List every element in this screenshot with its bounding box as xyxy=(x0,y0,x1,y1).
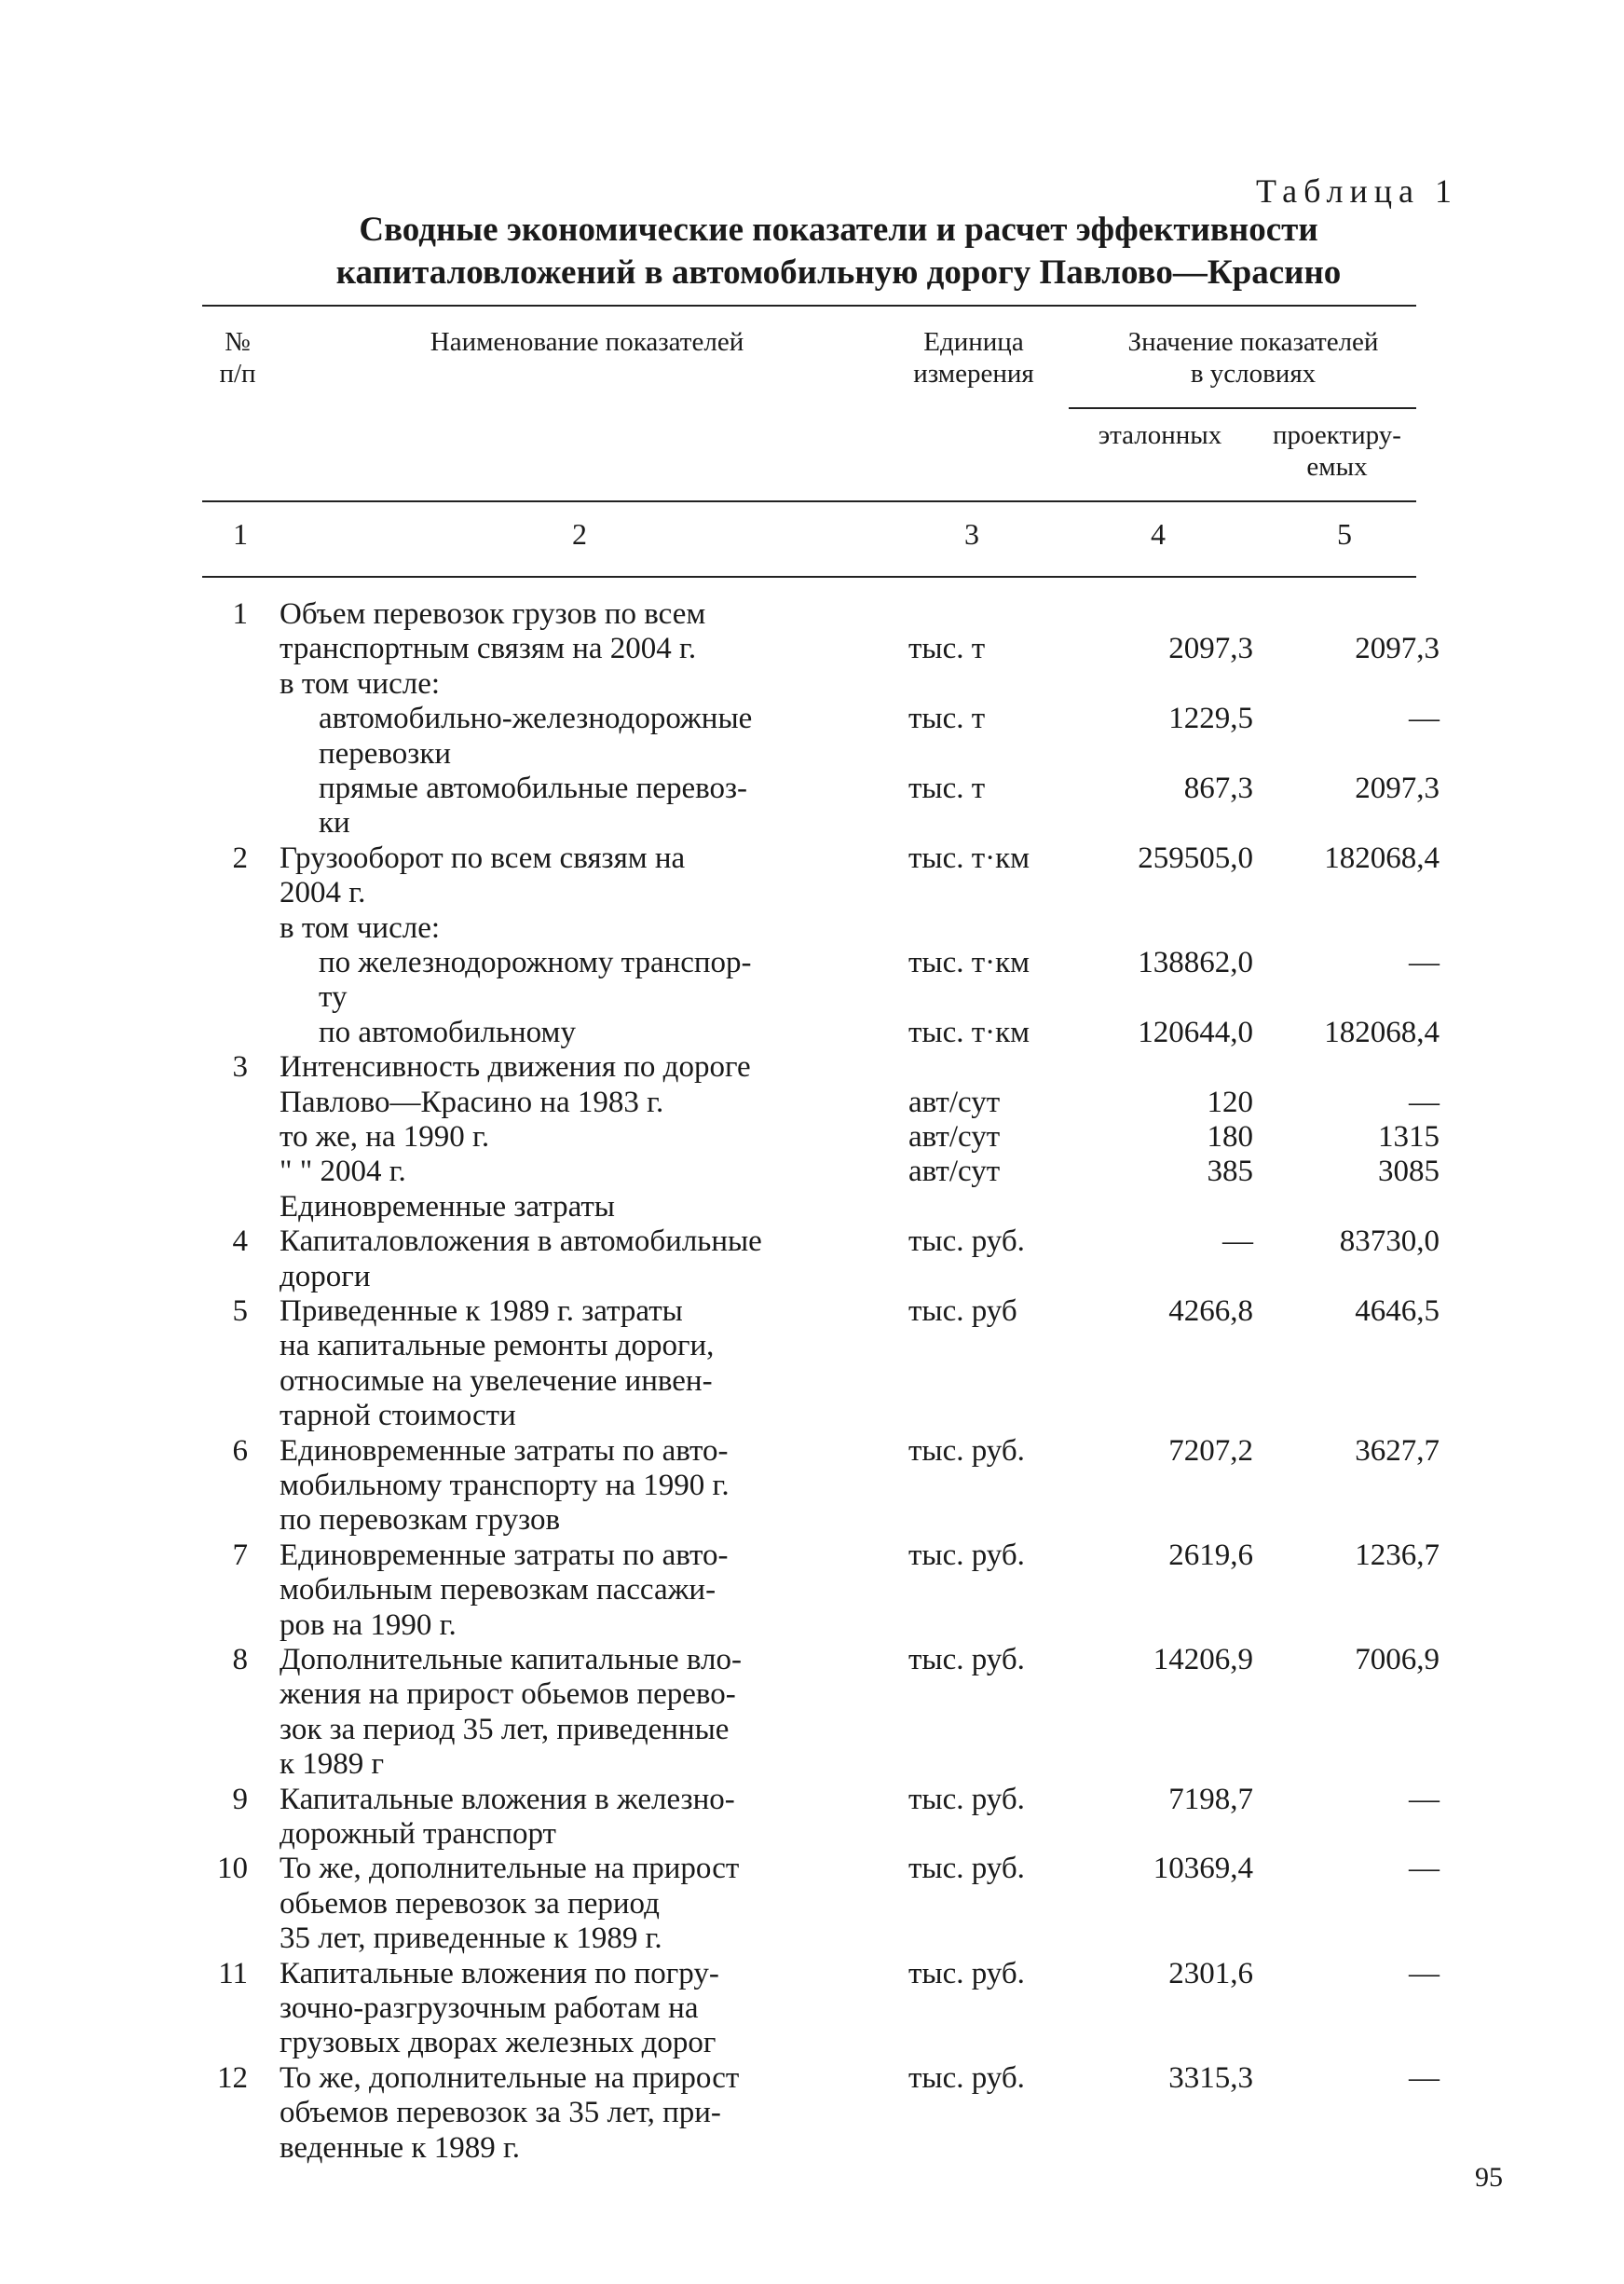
row-name: 2004 г. xyxy=(280,876,366,910)
row-unit: тыс. руб. xyxy=(908,2060,1025,2095)
row-unit: авт/сут xyxy=(908,1085,1001,1119)
table-top-rule xyxy=(202,305,1416,307)
values-group-rule xyxy=(1069,407,1416,409)
row-value-projected: 2097,3 xyxy=(1355,772,1440,805)
title-line: Сводные экономические показатели и расчет эффективности xyxy=(359,211,1318,249)
header-num-line: п/п xyxy=(219,359,256,389)
title-line: капиталовложений в автомобильную дорогу Павлово—Красино xyxy=(335,253,1342,292)
row-name: на капитальные ремонты дороги, xyxy=(280,1329,715,1363)
row-number: 7 xyxy=(232,1538,248,1572)
row-name: 35 лет, приведенные к 1989 г. xyxy=(280,1922,662,1956)
row-value-projected: 3627,7 xyxy=(1355,1433,1440,1468)
row-name: мобильному транспорту на 1990 г. xyxy=(280,1469,730,1502)
row-value-projected: 3085 xyxy=(1378,1155,1440,1189)
table-label: Таблица 1 xyxy=(1256,172,1458,210)
row-number: 10 xyxy=(217,1852,248,1886)
row-unit: тыс. т xyxy=(908,632,986,666)
row-unit: тыс. т·км xyxy=(908,946,1030,979)
row-value-projected: 83730,0 xyxy=(1339,1224,1440,1259)
row-name: Приведенные к 1989 г. затраты xyxy=(280,1294,683,1328)
row-value-projected: — xyxy=(1409,1852,1440,1886)
row-name: перевозки xyxy=(319,736,452,771)
row-value-projected: 2097,3 xyxy=(1355,632,1440,666)
row-number: 12 xyxy=(217,2060,248,2095)
row-name: Капиталовложения в автомобильные xyxy=(280,1224,762,1259)
row-unit: тыс. руб. xyxy=(908,1643,1025,1676)
header-projected xyxy=(1253,419,1421,483)
row-name: по железнодорожному транспор- xyxy=(319,946,752,979)
row-name: зок за период 35 лет, приведенные xyxy=(280,1712,730,1746)
row-name: мобильным перевозкам пассажи- xyxy=(280,1573,716,1607)
row-name: То же, дополнительные на прирост xyxy=(280,1852,740,1886)
row-name: Объем перевозок грузов по всем xyxy=(280,597,706,631)
row-name: относимые на увелечение инвен- xyxy=(280,1363,713,1398)
row-value-reference: 259505,0 xyxy=(1138,841,1253,875)
row-value-projected: 1315 xyxy=(1378,1120,1440,1154)
row-value-projected: — xyxy=(1409,1782,1440,1816)
row-value-reference: 7207,2 xyxy=(1168,1433,1253,1468)
row-value-reference: 3315,3 xyxy=(1168,2060,1253,2095)
column-number: 5 xyxy=(1337,517,1352,551)
row-value-projected: — xyxy=(1409,1956,1440,1990)
row-name: прямые автомобильные перевоз- xyxy=(319,772,747,805)
row-unit: тыс. т xyxy=(908,702,986,736)
row-value-reference: 138862,0 xyxy=(1138,946,1253,979)
row-number: 5 xyxy=(232,1294,248,1328)
header-projected-line: проектиру- xyxy=(1273,420,1401,450)
row-unit: тыс. руб. xyxy=(908,1224,1025,1259)
row-name: Капитальные вложения по погру- xyxy=(280,1956,719,1990)
row-unit: тыс. руб. xyxy=(908,1782,1025,1816)
row-number: 4 xyxy=(232,1224,248,1259)
row-value-reference: 2097,3 xyxy=(1168,632,1253,666)
row-number: 2 xyxy=(232,841,248,875)
row-name: Грузооборот по всем связям на xyxy=(280,841,686,875)
row-name: Интенсивность движения по дороге xyxy=(280,1050,751,1085)
column-number: 1 xyxy=(233,517,248,551)
row-number: 11 xyxy=(218,1956,248,1990)
row-value-reference: 180 xyxy=(1207,1120,1253,1154)
row-value-projected: — xyxy=(1409,2060,1440,2095)
row-name: обьемов перевозок за период xyxy=(280,1886,660,1921)
header-values xyxy=(1085,326,1421,390)
row-name: веденные к 1989 г. xyxy=(280,2130,521,2165)
row-name: " " 2004 г. xyxy=(280,1155,406,1189)
row-name: жения на прирост обьемов перево- xyxy=(280,1677,736,1712)
row-value-reference: 1229,5 xyxy=(1168,702,1253,736)
row-value-reference: 2619,6 xyxy=(1168,1538,1253,1572)
row-name: То же, дополнительные на прирост xyxy=(280,2060,740,2095)
row-name: ту xyxy=(319,980,348,1015)
row-unit: тыс. руб xyxy=(908,1294,1017,1328)
row-value-reference: 120 xyxy=(1207,1085,1253,1119)
row-name: то же, на 1990 г. xyxy=(280,1120,490,1154)
row-unit: тыс. т xyxy=(908,772,986,805)
header-bottom-rule xyxy=(202,500,1416,502)
row-name: объемов перевозок за 35 лет, при- xyxy=(280,2096,721,2130)
header-reference: эталонных xyxy=(1098,420,1222,450)
row-number: 8 xyxy=(232,1643,248,1676)
row-unit: тыс. руб. xyxy=(908,1956,1025,1990)
row-name: дороги xyxy=(280,1259,371,1293)
row-value-reference: 2301,6 xyxy=(1168,1956,1253,1990)
row-unit: авт/сут xyxy=(908,1155,1001,1189)
row-value-reference: 7198,7 xyxy=(1168,1782,1253,1816)
row-value-projected: — xyxy=(1409,702,1440,736)
row-name: Единовременные затраты по авто- xyxy=(280,1433,729,1468)
row-name: по автомобильному xyxy=(319,1015,576,1049)
row-value-reference: — xyxy=(1222,1224,1253,1259)
row-name: в том числе: xyxy=(280,666,441,701)
row-name: Павлово—Красино на 1983 г. xyxy=(280,1085,664,1119)
row-name: Дополнительные капитальные вло- xyxy=(280,1643,743,1676)
page-number: 95 xyxy=(1475,2162,1503,2193)
row-value-projected: 4646,5 xyxy=(1355,1294,1440,1328)
row-unit: тыс. руб. xyxy=(908,1433,1025,1468)
header-projected-line: емых xyxy=(1306,452,1368,482)
header-name: Наименование показателей xyxy=(430,327,744,357)
row-unit: авт/сут xyxy=(908,1120,1001,1154)
row-name: транспортным связям на 2004 г. xyxy=(280,632,697,666)
header-unit-line: измерения xyxy=(913,359,1034,389)
row-name: Капитальные вложения в железно- xyxy=(280,1782,735,1816)
row-value-reference: 4266,8 xyxy=(1168,1294,1253,1328)
row-value-projected: — xyxy=(1409,946,1440,979)
row-number: 9 xyxy=(232,1782,248,1816)
row-value-projected: 182068,4 xyxy=(1324,1015,1440,1049)
row-value-projected: 1236,7 xyxy=(1355,1538,1440,1572)
column-numbers-rule xyxy=(202,576,1416,578)
row-name: к 1989 г xyxy=(280,1747,385,1782)
row-name: тарной стоимости xyxy=(280,1399,516,1433)
row-name: ки xyxy=(319,806,350,841)
row-value-reference: 14206,9 xyxy=(1153,1643,1253,1676)
row-value-projected: 182068,4 xyxy=(1324,841,1440,875)
row-value-reference: 867,3 xyxy=(1183,772,1253,805)
row-unit: тыс. руб. xyxy=(908,1538,1025,1572)
row-name: Единовременные затраты по авто- xyxy=(280,1538,729,1572)
row-unit: тыс. т·км xyxy=(908,841,1030,875)
column-number: 3 xyxy=(964,517,979,551)
row-name: грузовых дворах железных дорог xyxy=(280,2026,716,2060)
header-num xyxy=(200,326,275,390)
row-value-reference: 10369,4 xyxy=(1153,1852,1253,1886)
row-unit: тыс. т·км xyxy=(908,1015,1030,1049)
row-name: ров на 1990 г. xyxy=(280,1607,457,1642)
column-number: 4 xyxy=(1151,517,1166,551)
column-number: 2 xyxy=(572,517,587,551)
header-unit-line: Единица xyxy=(923,327,1024,357)
row-name: Единовременные затраты xyxy=(280,1189,615,1224)
row-value-projected: — xyxy=(1409,1085,1440,1119)
header-num-line: № xyxy=(225,327,251,357)
header-values-line: в условиях xyxy=(1190,359,1317,389)
row-value-reference: 120644,0 xyxy=(1138,1015,1253,1049)
row-name: дорожный транспорт xyxy=(280,1817,556,1851)
row-name: по перевозкам грузов xyxy=(280,1503,561,1538)
header-values-line: Значение показателей xyxy=(1127,327,1379,357)
row-number: 1 xyxy=(232,597,248,631)
row-number: 3 xyxy=(232,1050,248,1085)
header-unit xyxy=(885,326,1062,390)
row-name: в том числе: xyxy=(280,910,441,945)
row-value-projected: 7006,9 xyxy=(1355,1643,1440,1676)
row-value-reference: 385 xyxy=(1207,1155,1253,1189)
row-number: 6 xyxy=(232,1433,248,1468)
table-title xyxy=(186,209,1491,294)
row-unit: тыс. руб. xyxy=(908,1852,1025,1886)
row-name: зочно-разгрузочным работам на xyxy=(280,1991,699,2025)
row-name: автомобильно-железнодорожные xyxy=(319,702,753,736)
